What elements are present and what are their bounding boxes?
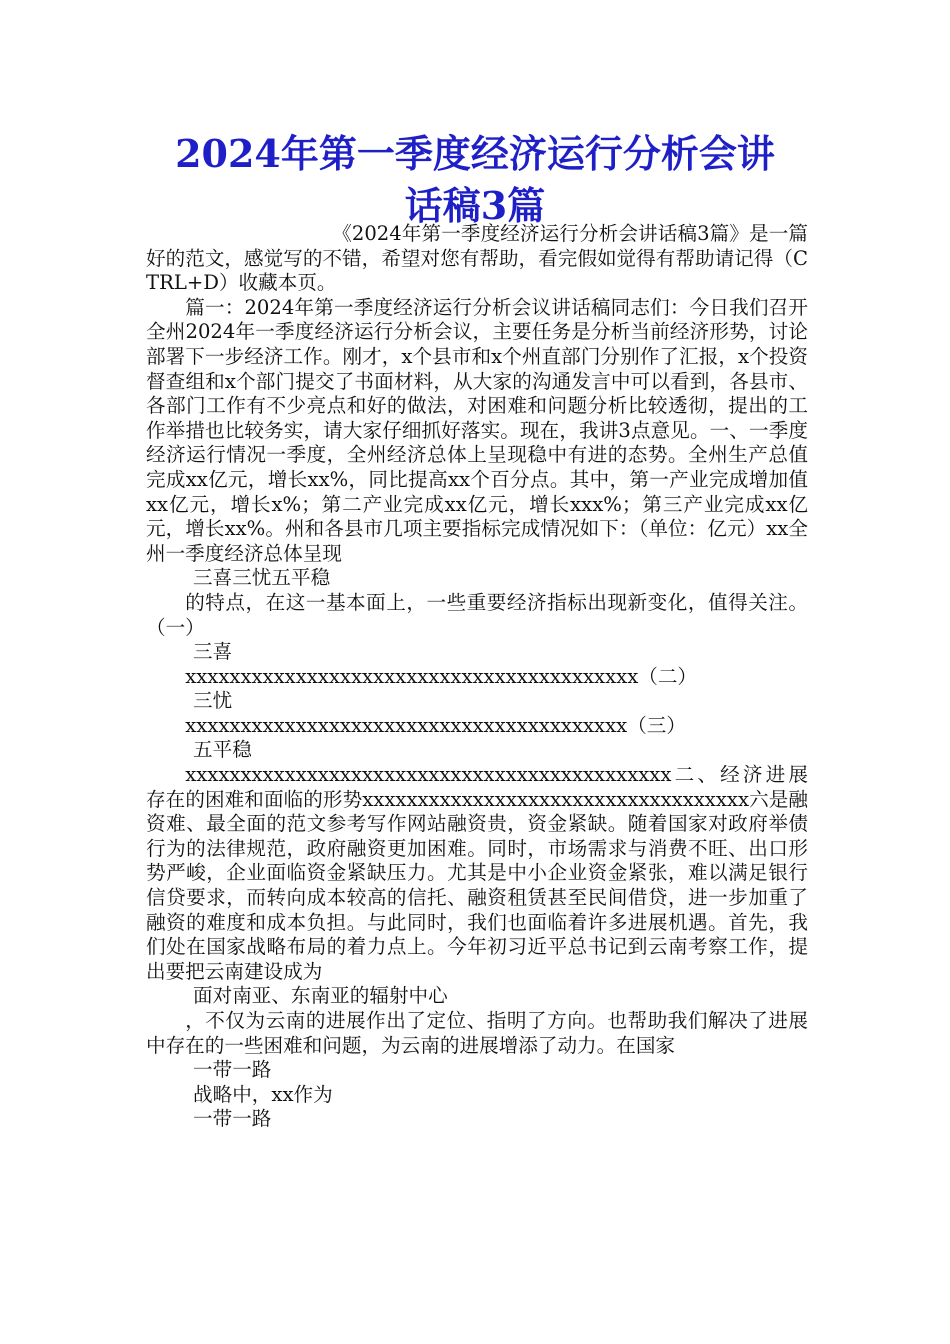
title-line-2: 话稿3篇 — [404, 183, 546, 228]
body-paragraph: 三忧 — [193, 689, 233, 713]
body-paragraph: 三喜 — [193, 640, 233, 664]
intro-paragraph: 《2024年第一季度经济运行分析会讲话稿3篇》是一篇好的范文，感觉写的不错，希望对您有帮助，看完假如觉得有帮助请记得（CTRL+D）收藏本页。 — [146, 222, 808, 295]
body-paragraph: xxxxxxxxxxxxxxxxxxxxxxxxxxxxxxxxxxxxxxxx（三） — [185, 713, 686, 737]
body-paragraph: ，不仅为云南的进展作出了定位、指明了方向。也帮助我们解决了进展中存在的一些困难和问题，为云南的进展增添了动力。在国家 — [146, 1009, 808, 1057]
body-paragraph: xxxxxxxxxxxxxxxxxxxxxxxxxxxxxxxxxxxxxxxxxxxx二、经济进展存在的困难和面临的形势xxxxxxxxxxxxxxxxxxxxxxxxxxxxxxxxxxx六是融资难、最全面的范文参考写作网站融资贵，资金紧缺。随着国家对政府举债行为的法律规范，政府融资更加困难。同时，市场需求与消费不旺、出口形势严峻，企业面临资金紧缺压力。尤其是中小企业资金紧张，难以满足银行信贷要求，而转向成本较高的信托、融资租赁甚至民间借贷，进一步加重了融资的难度和成本负担。与此同时，我们也面临着许多进展机遇。首先，我们处在国家战略布局的着力点上。今年初习近平总书记到云南考察工作，提出要把云南建设成为 — [146, 763, 808, 983]
body-paragraph: 战略中，xx作为 — [193, 1082, 333, 1106]
document-body — [146, 222, 808, 1132]
body-paragraph: 面对南亚、东南亚的辐射中心 — [193, 984, 448, 1008]
title-line-1: 2024年第一季度经济运行分析会讲 — [175, 131, 775, 176]
document-title — [140, 128, 810, 232]
body-paragraph: 一带一路 — [193, 1058, 272, 1082]
body-paragraph: 的特点，在这一基本面上，一些重要经济指标出现新变化，值得关注。（一） — [146, 590, 808, 639]
body-paragraph: 一带一路 — [193, 1107, 272, 1131]
body-paragraph: xxxxxxxxxxxxxxxxxxxxxxxxxxxxxxxxxxxxxxxxx（二） — [185, 664, 698, 688]
body-paragraph: 三喜三忧五平稳 — [193, 566, 331, 590]
body-paragraph: 篇一：2024年第一季度经济运行分析会议讲话稿同志们：今日我们召开全州2024年一季度经济运行分析会议，主要任务是分析当前经济形势，讨论部署下一步经济工作。刚才，x个县市和x个州直部门分别作了汇报，x个投资督查组和x个部门提交了书面材料，从大家的沟通发言中可以看到，各县市、各部门工作有不少亮点和好的做法，对困难和问题分析比较透彻，提出的工作举措也比较务实，请大家仔细抓好落实。现在，我讲3点意见。一、一季度经济运行情况一季度，全州经济总体上呈现稳中有进的态势。全州生产总值完成xx亿元，增长xx%，同比提高xx个百分点。其中，第一产业完成增加值xx亿元，增长x%；第二产业完成xx亿元，增长xxx%；第三产业完成xx亿元，增长xx%。州和各县市几项主要指标完成情况如下：（单位：亿元）xx全州一季度经济总体呈现 — [146, 295, 808, 565]
body-paragraph: 五平稳 — [193, 738, 252, 762]
